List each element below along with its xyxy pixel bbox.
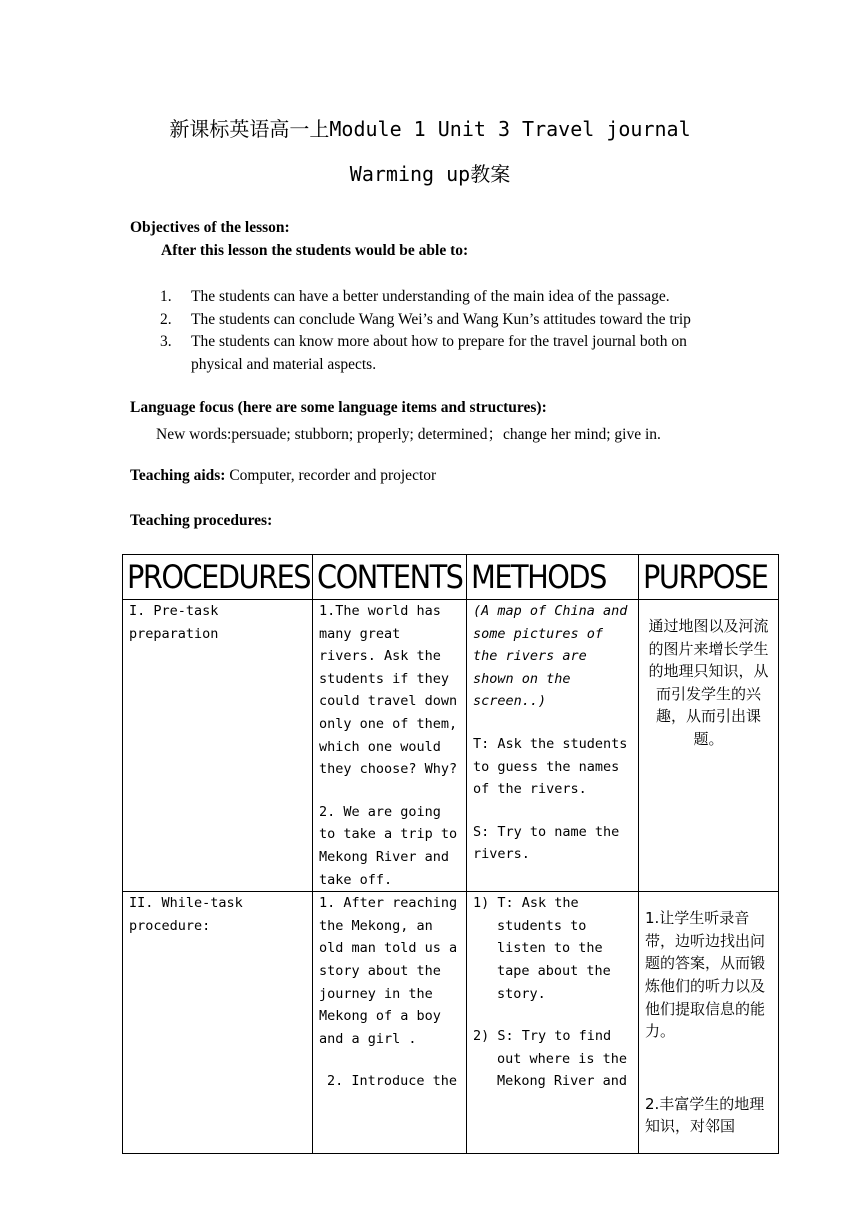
procedure-cell xyxy=(123,892,313,1154)
methods-italic-text: (A map of China and some pictures of the rivers are shown on the screen..) xyxy=(473,603,628,710)
header-contents: CONTENTS xyxy=(313,555,467,600)
language-focus-heading: Language focus (here are some language items and structures): xyxy=(130,399,547,416)
purpose-cell xyxy=(639,892,779,1154)
table-row xyxy=(123,600,779,892)
header-methods: METHODS xyxy=(467,555,639,600)
table-row xyxy=(123,892,779,1154)
methods-text: 2) S: Try to find out where is the Mekong River and xyxy=(473,1028,628,1090)
contents-text: 1.The world has many great rivers. Ask the students if they could travel down only one of them, which one would they choose? Why? xyxy=(319,603,458,778)
purpose-text: 1.让学生听录音带，边听边找出问题的答案，从而锻炼他们的听力以及他们提取信息的能力。 xyxy=(645,909,766,1041)
contents-cell xyxy=(313,892,467,1154)
document-title: 新课标英语高一上Module 1 Unit 3 Travel journal xyxy=(169,117,691,141)
objective-item xyxy=(130,309,740,332)
methods-cell xyxy=(467,892,639,1154)
objective-text: The students can know more about how to prepare for the travel journal both on physical and material aspects. xyxy=(191,333,687,373)
header-purpose: PURPOSE xyxy=(639,555,779,600)
document-subtitle: Warming up教案 xyxy=(349,162,511,186)
purpose-text: 通过地图以及河流的图片来增长学生的地理只知识，从而引发学生的兴趣，从而引出课题。 xyxy=(648,617,769,748)
purpose-cell xyxy=(639,600,779,892)
methods-text: 1) T: Ask the students to listen to the tape about the story. xyxy=(473,895,611,1002)
contents-text: 2. Introduce the xyxy=(327,1073,458,1090)
teaching-aids-value: Computer, recorder and projector xyxy=(225,467,437,484)
objective-number: 2. xyxy=(160,310,172,328)
teaching-aids-label: Teaching aids: xyxy=(130,467,226,484)
objective-item xyxy=(130,331,740,376)
table-header-row xyxy=(123,555,779,600)
contents-text: 2. We are going to take a trip to Mekong River and take off. xyxy=(319,803,458,888)
contents-text: 1. After reaching the Mekong, an old man told us a story about the journey in the Mekong of a boy and a girl . xyxy=(319,895,458,1047)
purpose-text: 2.丰富学生的地理知识，对邻国 xyxy=(645,1094,765,1136)
objectives-subheading: After this lesson the students would be able to: xyxy=(161,242,469,259)
objective-text: The students can conclude Wang Wei’s and Wang Kun’s attitudes toward the trip xyxy=(191,310,691,328)
objective-number: 3. xyxy=(160,333,172,350)
procedure-cell xyxy=(123,600,313,892)
teaching-aids xyxy=(130,467,436,485)
objective-item xyxy=(130,286,740,309)
methods-text: S: Try to name the rivers. xyxy=(473,823,620,863)
objectives-list xyxy=(130,286,740,376)
objective-number: 1. xyxy=(160,288,172,305)
teaching-procedures-heading: Teaching procedures: xyxy=(130,512,273,529)
contents-cell xyxy=(313,600,467,892)
objective-text: The students can have a better understanding of the main idea of the passage. xyxy=(191,288,670,305)
procedure-text: II. While-task procedure: xyxy=(129,895,243,934)
new-words: New words:persuade; stubborn; properly; determined；change her mind; give in. xyxy=(156,426,661,443)
procedures-table xyxy=(122,554,779,1154)
objectives-heading: Objectives of the lesson: xyxy=(130,219,290,236)
methods-text: T: Ask the students to guess the names of the rivers. xyxy=(473,735,628,798)
header-procedures: PROCEDURES xyxy=(123,555,313,600)
procedure-text: I. Pre-task preparation xyxy=(129,603,219,642)
methods-cell xyxy=(467,600,639,892)
